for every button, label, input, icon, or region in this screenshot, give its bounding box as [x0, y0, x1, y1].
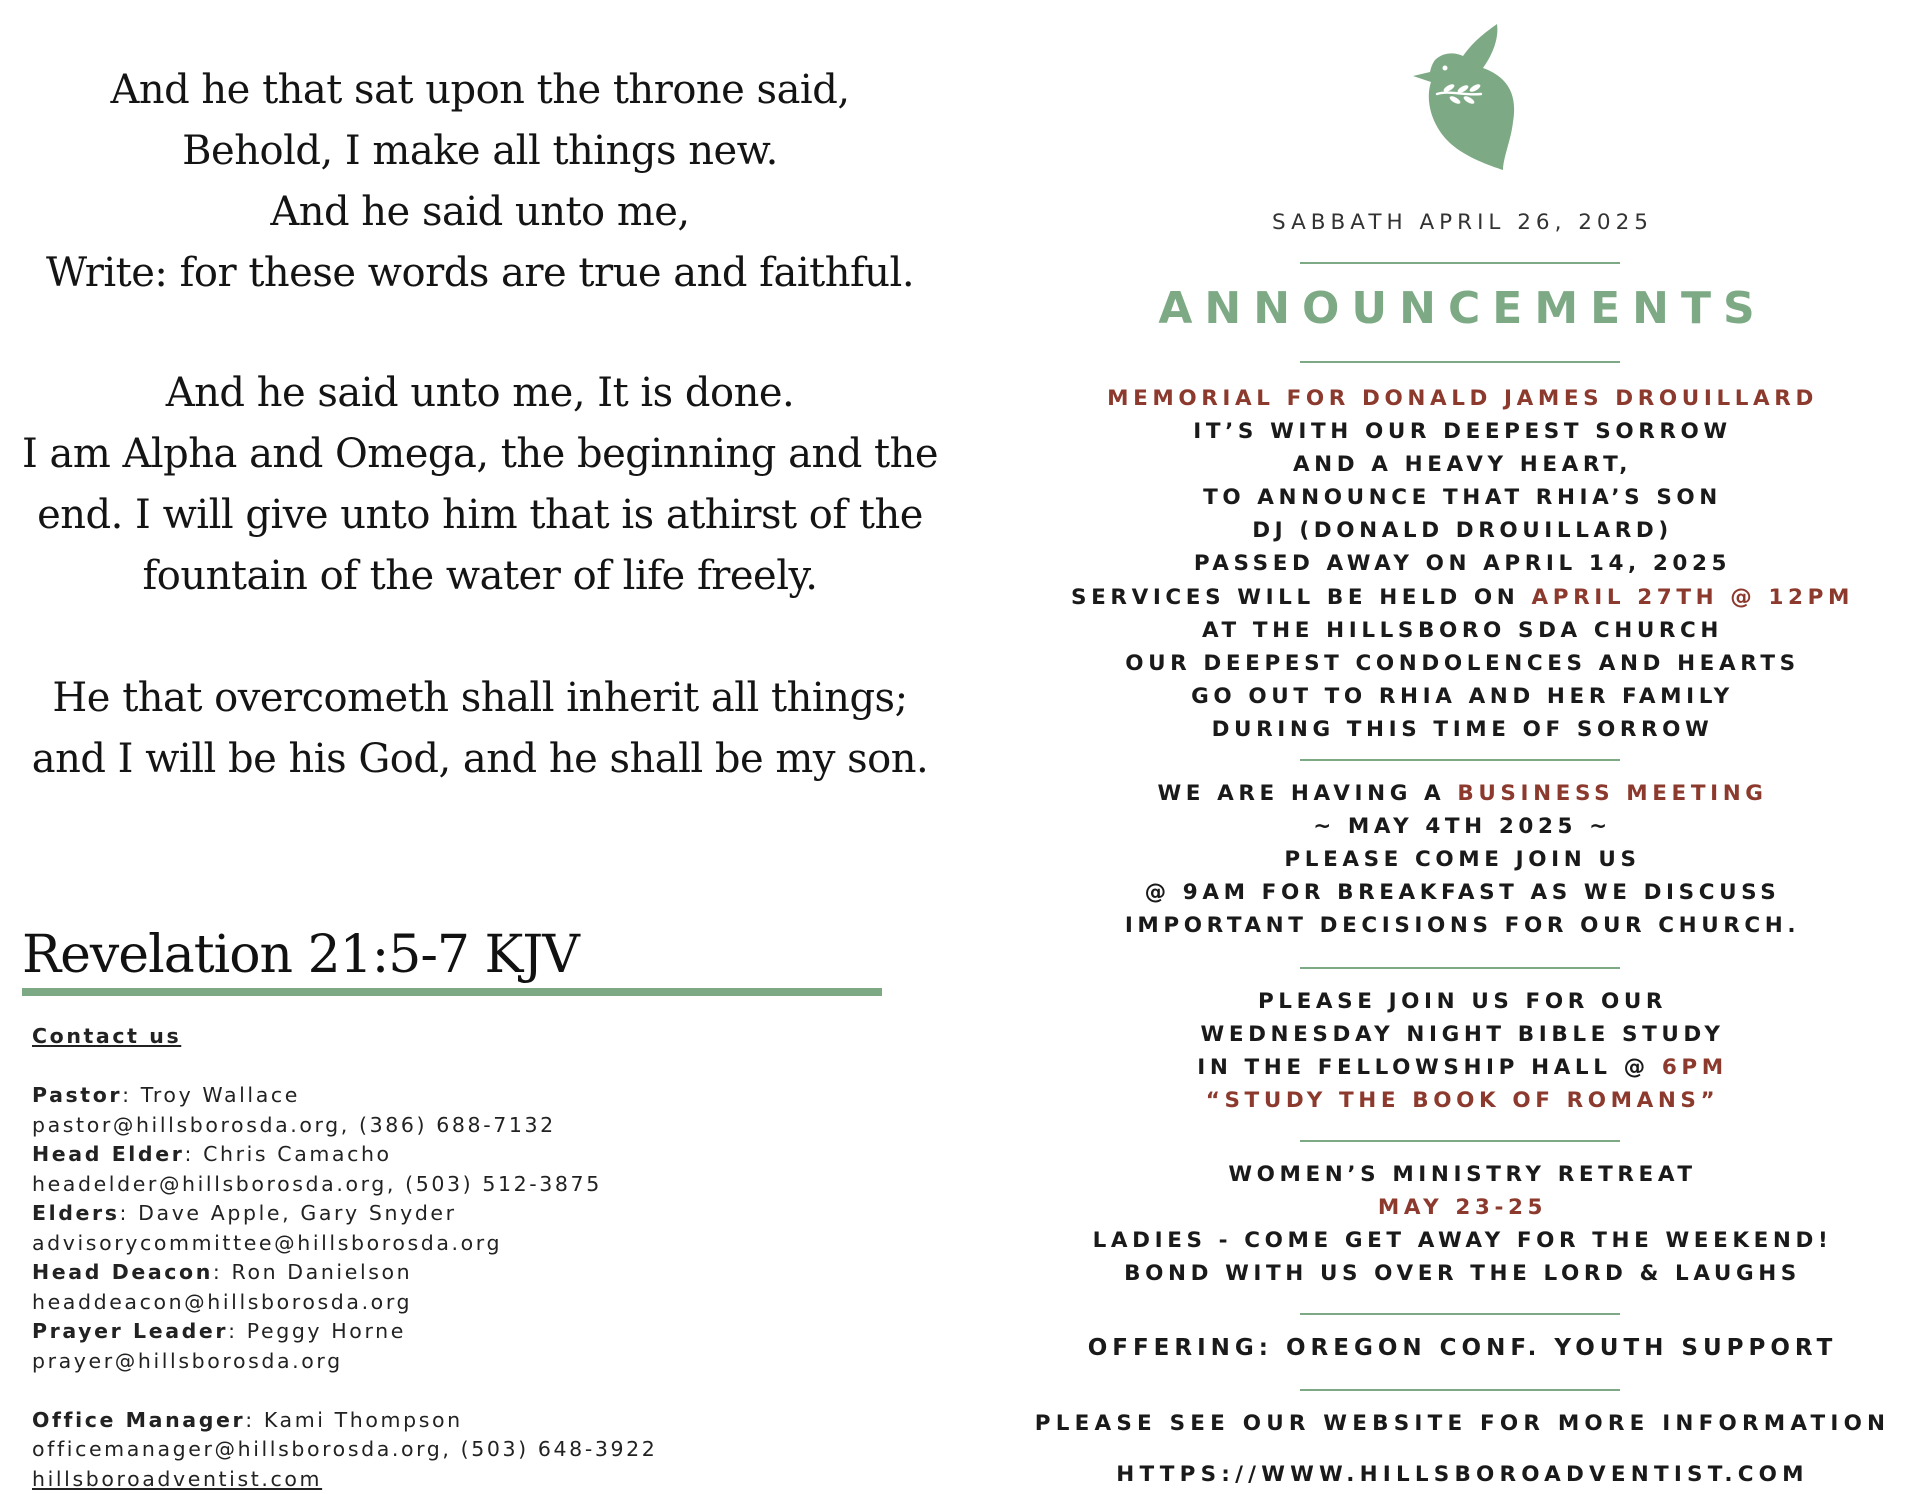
business-heading: [1005, 777, 1920, 810]
retreat-line: LADIES - COME GET AWAY FOR THE WEEKEND!: [1005, 1224, 1920, 1257]
verse-line: And he that sat upon the throne said,: [0, 60, 960, 121]
memorial-section: [1005, 382, 1920, 746]
contact-details: headelder@hillsborosda.org, (503) 512-3875: [32, 1170, 932, 1200]
contact-name: Dave Apple, Gary Snyder: [138, 1201, 457, 1225]
business-meeting-section: [1005, 777, 1920, 942]
verse-paragraph-2: [0, 363, 960, 607]
verse-reference: Revelation 21:5-7 KJV: [22, 925, 579, 985]
contact-details: advisorycommittee@hillsborosda.org: [32, 1229, 932, 1259]
business-line: IMPORTANT DECISIONS FOR OUR CHURCH.: [1005, 909, 1920, 942]
memorial-line: OUR DEEPEST CONDOLENCES AND HEARTS: [1005, 647, 1920, 680]
business-line: PLEASE COME JOIN US: [1005, 843, 1920, 876]
retreat-title: WOMEN’S MINISTRY RETREAT: [1005, 1158, 1920, 1191]
contact-head-elder: Head Elder: Chris Camacho: [32, 1140, 932, 1170]
memorial-line: AT THE HILLSBORO SDA CHURCH: [1005, 614, 1920, 647]
bible-study-line: PLEASE JOIN US FOR OUR: [1005, 985, 1920, 1018]
verse-line: Write: for these words are true and faithful.: [0, 243, 960, 304]
contact-elders: Elders: Dave Apple, Gary Snyder: [32, 1199, 932, 1229]
bible-study-topic: “STUDY THE BOOK OF ROMANS”: [1005, 1084, 1920, 1117]
contact-details: prayer@hillsborosda.org: [32, 1347, 932, 1377]
website-link[interactable]: hillsboroadventist.com: [32, 1465, 932, 1494]
retreat-line: BOND WITH US OVER THE LORD & LAUGHS: [1005, 1257, 1920, 1290]
divider: [1300, 759, 1620, 761]
verse-line: He that overcometh shall inherit all things;: [0, 668, 960, 729]
verse-line: fountain of the water of life freely.: [0, 546, 960, 607]
contact-heading: Contact us: [32, 1022, 932, 1052]
services-date: APRIL 27TH @ 12PM: [1531, 585, 1853, 610]
contact-section: [32, 1022, 932, 1494]
divider: [1300, 1389, 1620, 1391]
verse-paragraph-3: [0, 668, 960, 790]
divider: [1300, 361, 1620, 363]
contact-name: Kami Thompson: [264, 1408, 463, 1432]
memorial-line: GO OUT TO RHIA AND HER FAMILY: [1005, 680, 1920, 713]
contact-details: pastor@hillsborosda.org, (386) 688-7132: [32, 1111, 932, 1141]
contact-role-label: Head Deacon: [32, 1260, 213, 1284]
verse-line: and I will be his God, and he shall be my son.: [0, 729, 960, 790]
spacer: [32, 1052, 932, 1082]
contact-name: Chris Camacho: [203, 1142, 392, 1166]
memorial-heading: MEMORIAL FOR DONALD JAMES DROUILLARD: [1005, 382, 1920, 415]
contact-role-label: Pastor: [32, 1083, 122, 1107]
bible-study-section: [1005, 985, 1920, 1117]
bible-study-time: 6PM: [1662, 1055, 1728, 1080]
reference-underline: [22, 988, 882, 996]
divider: [1300, 262, 1620, 264]
verse-paragraph-1: [0, 60, 960, 304]
website-note-text: PLEASE SEE OUR WEBSITE FOR MORE INFORMATION: [1005, 1407, 1920, 1440]
offering-text: OFFERING: OREGON CONF. YOUTH SUPPORT: [1005, 1332, 1920, 1365]
memorial-line: IT’S WITH OUR DEEPEST SORROW: [1005, 415, 1920, 448]
contact-head-deacon: Head Deacon: Ron Danielson: [32, 1258, 932, 1288]
contact-role-label: Office Manager: [32, 1408, 245, 1432]
contact-prayer-leader: Prayer Leader: Peggy Horne: [32, 1317, 932, 1347]
contact-role-label: Prayer Leader: [32, 1319, 228, 1343]
offering-section: [1005, 1332, 1920, 1365]
memorial-line: TO ANNOUNCE THAT RHIA’S SON: [1005, 481, 1920, 514]
date-line: SABBATH APRIL 26, 2025: [1005, 210, 1920, 235]
services-prefix: SERVICES WILL BE HELD ON: [1071, 585, 1531, 610]
left-panel: [0, 0, 960, 1483]
website-url[interactable]: [1005, 1458, 1920, 1491]
business-highlight: BUSINESS MEETING: [1457, 781, 1767, 806]
contact-role-label: Elders: [32, 1201, 120, 1225]
verse-line: And he said unto me, It is done.: [0, 363, 960, 424]
dove-with-olive-branch-icon: [1385, 18, 1525, 178]
memorial-line: AND A HEAVY HEART,: [1005, 448, 1920, 481]
retreat-dates: MAY 23-25: [1005, 1191, 1920, 1224]
contact-office-manager: Office Manager: Kami Thompson: [32, 1406, 932, 1436]
location-text: IN THE FELLOWSHIP HALL @: [1197, 1055, 1662, 1080]
business-line: ~ MAY 4TH 2025 ~: [1005, 810, 1920, 843]
divider: [1300, 1140, 1620, 1142]
contact-details: headdeacon@hillsborosda.org: [32, 1288, 932, 1318]
contact-pastor: Pastor: Troy Wallace: [32, 1081, 932, 1111]
bible-study-line: WEDNESDAY NIGHT BIBLE STUDY: [1005, 1018, 1920, 1051]
business-line: @ 9AM FOR BREAKFAST AS WE DISCUSS: [1005, 876, 1920, 909]
contact-details: officemanager@hillsborosda.org, (503) 648-3922: [32, 1435, 932, 1465]
verse-line: Behold, I make all things new.: [0, 121, 960, 182]
verse-line: And he said unto me,: [0, 182, 960, 243]
bible-study-location: [1005, 1051, 1920, 1084]
memorial-line: DURING THIS TIME OF SORROW: [1005, 713, 1920, 746]
business-prefix: WE ARE HAVING A: [1157, 781, 1457, 806]
announcements-panel: [1005, 0, 1920, 1483]
contact-name: Peggy Horne: [247, 1319, 406, 1343]
verse-line: I am Alpha and Omega, the beginning and the: [0, 424, 960, 485]
website-note: [1005, 1407, 1920, 1440]
retreat-section: [1005, 1158, 1920, 1290]
website-url-text[interactable]: HTTPS://WWW.HILLSBOROADVENTIST.COM: [1005, 1458, 1920, 1491]
announcements-title: ANNOUNCEMENTS: [1005, 283, 1920, 334]
contact-name: Ron Danielson: [232, 1260, 413, 1284]
contact-role-label: Head Elder: [32, 1142, 184, 1166]
divider: [1300, 967, 1620, 969]
divider: [1300, 1313, 1620, 1315]
memorial-line: DJ (DONALD DROUILLARD): [1005, 514, 1920, 547]
memorial-line: PASSED AWAY ON APRIL 14, 2025: [1005, 547, 1920, 580]
contact-name: Troy Wallace: [141, 1083, 300, 1107]
spacer: [32, 1376, 932, 1406]
memorial-services-line: [1005, 581, 1920, 614]
verse-line: end. I will give unto him that is athirst of the: [0, 485, 960, 546]
